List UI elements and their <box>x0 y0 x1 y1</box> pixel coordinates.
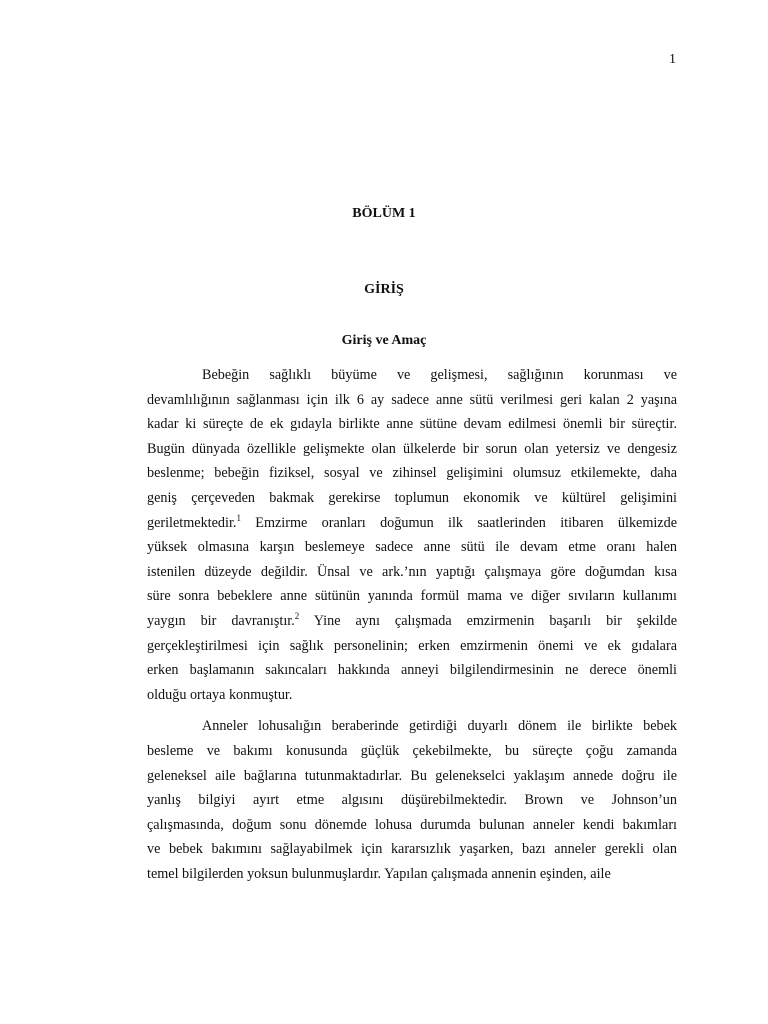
text-line <box>147 609 677 634</box>
text-line: Bebeğin sağlıklı büyüme ve gelişmesi, sağlığının korunması ve <box>202 367 677 383</box>
text-line: geniş çerçeveden bakmak gerekirse toplumun ekonomik ve kültürel gelişimini <box>147 489 677 506</box>
text-line: süre sonra bebeklere anne sütünün yanında formül mama ve diğer sıvıların kullanımı <box>147 588 677 605</box>
line-text: Emzirme oranları doğumun ilk saatlerinden itibaren ülkemizde <box>240 514 677 531</box>
chapter-heading: BÖLÜM 1 <box>352 206 416 221</box>
text-line: olduğu ortaya konmuştur. <box>147 686 293 703</box>
text-line: Bugün dünyada özellikle gelişmekte olan ülkelerde bir sorun olan yetersiz ve dengesiz <box>147 440 677 457</box>
text-line <box>147 511 677 536</box>
text-line: çalışmasında, doğum sonu dönemde lohusa durumda bulunan anneler kendi bakımları <box>147 816 677 833</box>
text-line: istenilen düzeyde değildir. Ünsal ve ark.’nın yaptığı çalışmaya göre doğumdan kısa <box>147 563 677 580</box>
line-text: geriletmektedir. <box>147 514 237 531</box>
page-number: 1 <box>669 52 676 67</box>
text-line: Anneler lohusalığın beraberinde getirdiği duyarlı dönem ile birlikte bebek <box>202 718 677 735</box>
text-line: besleme ve bakımı konusunda güçlük çekebilmekte, bu süreçte çoğu zamanda <box>147 742 677 759</box>
line-text: yaygın bir davranıştır. <box>147 612 295 629</box>
section-title: Giriş ve Amaç <box>341 333 427 348</box>
text-line: yanlış bilgiyi ayırt etme algısını düşürebilmektedir. Brown ve Johnson’un <box>147 792 677 809</box>
text-line: gerçekleştirilmesi için sağlık personelinin; erken emzirmenin önemi ve ek gıdalara <box>147 637 677 654</box>
text-line: kadar ki süreçte de ek gıdayla birlikte anne sütüne devam edilmesi önemli bir süreçtir. <box>147 416 677 433</box>
text-line: ve bebek bakımını sağlayabilmek için kararsızlık yaşarken, bazı anneler gerekli olan <box>147 841 677 858</box>
paragraph <box>147 363 677 707</box>
footnote-reference: 1 <box>236 512 241 523</box>
text-line: yüksek olmasına karşın beslemeye sadece anne sütü ile devam etme oranı halen <box>147 539 677 556</box>
body-text <box>147 363 677 886</box>
chapter-title: GİRİŞ <box>364 282 404 297</box>
text-line: beslenme; bebeğin fiziksel, sosyal ve zihinsel gelişimini olumsuz etkilemekte, daha <box>147 465 677 482</box>
text-line: geleneksel aile bağlarına tutunmaktadırlar. Bu gelenekselci yaklaşım annede doğru ile <box>147 767 677 784</box>
text-line: devamlılığının sağlanması için ilk 6 ay sadece anne sütü verilmesi geri kalan 2 yaşına <box>147 391 677 408</box>
text-line: erken başlamanın sakıncaları hakkında anneyi bilgilendirmesinin ne derece önemli <box>147 662 677 679</box>
text-line: temel bilgilerden yoksun bulunmuşlardır. Yapılan çalışmada annenin eşinden, aile <box>147 865 611 882</box>
paragraph <box>147 714 677 886</box>
line-text: Yine aynı çalışmada emzirmenin başarılı bir şekilde <box>299 612 677 629</box>
footnote-reference: 2 <box>294 610 300 621</box>
